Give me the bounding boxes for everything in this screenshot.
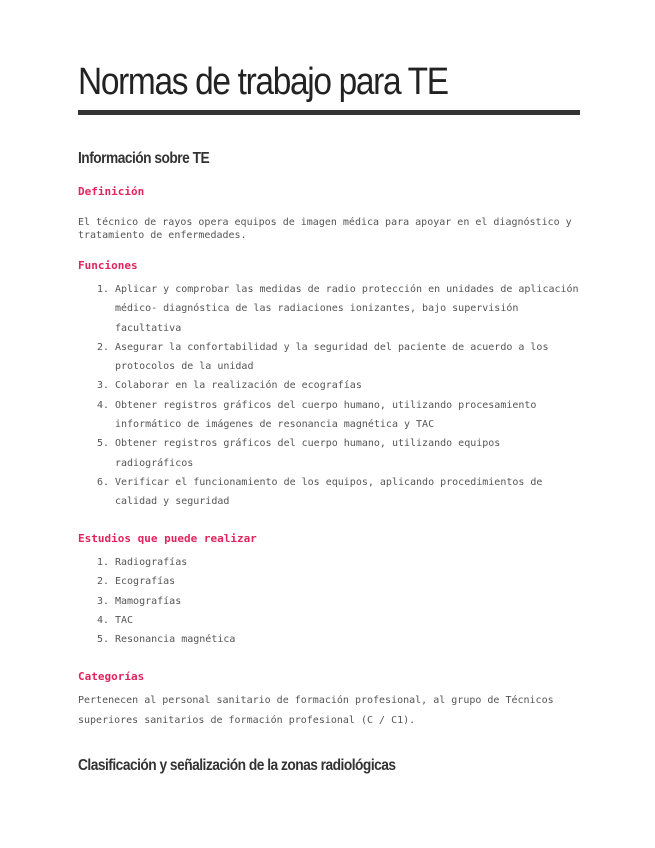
list-item-text: Resonancia magnética: [115, 634, 236, 646]
subheading-estudios: Estudios que puede realizar: [78, 532, 257, 545]
title-divider: [78, 110, 580, 115]
list-item-text: TAC: [115, 614, 134, 626]
list-number: 6.: [97, 476, 110, 488]
list-number: 3.: [97, 595, 110, 607]
list-item: [78, 434, 580, 473]
list-item-text: Obtener registros gráficos del cuerpo humano, utilizando equipos radiográficos: [115, 438, 501, 469]
section-heading-informacion: Información sobre TE: [78, 150, 210, 167]
list-item: [78, 396, 580, 435]
list-item: [78, 376, 580, 395]
categorias-text: Pertenecen al personal sanitario de formación profesional, al grupo de Técnicos superiores sanitarios de formación profesional (C / C1).: [78, 695, 554, 726]
list-number: 5.: [97, 438, 110, 450]
list-item-text: Obtener registros gráficos del cuerpo humano, utilizando procesamiento informático de imágenes de resonancia magnética y TAC: [115, 399, 537, 431]
subheading-funciones: Funciones: [78, 259, 138, 272]
list-item-text: Ecografías: [115, 576, 176, 588]
list-item: [78, 592, 580, 611]
list-item: [78, 338, 580, 377]
list-number: 4.: [97, 399, 110, 411]
list-number: 3.: [97, 380, 110, 392]
list-number: 1.: [97, 284, 110, 295]
funciones-list: [78, 280, 580, 512]
list-item: [78, 280, 580, 338]
page-title: Normas de trabajo para TE: [78, 61, 448, 103]
section-heading-clasificacion: Clasificación y señalización de la zonas radiológicas: [78, 757, 396, 774]
list-item-text: Mamografías: [115, 595, 182, 607]
list-item: [78, 572, 580, 591]
list-number: 5.: [97, 634, 110, 646]
list-item: [78, 630, 580, 649]
list-number: 1.: [97, 557, 110, 568]
list-item-text: Aplicar y comprobar las medidas de radio protección en unidades de aplicación médico- diagnóstica de las radiaciones ionizantes, bajo supervisión facultativa: [115, 284, 579, 334]
list-number: 4.: [97, 614, 110, 626]
list-number: 2.: [97, 341, 110, 353]
list-item: [78, 611, 580, 630]
list-item-text: Radiografías: [115, 557, 188, 568]
list-item-text: Asegurar la confortabilidad y la seguridad del paciente de acuerdo a los protocolos de la unidad: [115, 341, 549, 373]
list-item: [78, 473, 580, 512]
subheading-categorias: Categorías: [78, 670, 145, 683]
list-item: [78, 553, 580, 572]
list-number: 2.: [97, 576, 110, 588]
list-item-text: Colaborar en la realización de ecografías: [115, 380, 362, 392]
list-item-text: Verificar el funcionamiento de los equipos, aplicando procedimientos de calidad y seguridad: [115, 476, 543, 508]
subheading-definicion: Definición: [78, 185, 145, 198]
definicion-text: El técnico de rayos opera equipos de imagen médica para apoyar en el diagnóstico y tratamiento de enfermedades.: [78, 217, 572, 241]
estudios-list: [78, 553, 580, 649]
